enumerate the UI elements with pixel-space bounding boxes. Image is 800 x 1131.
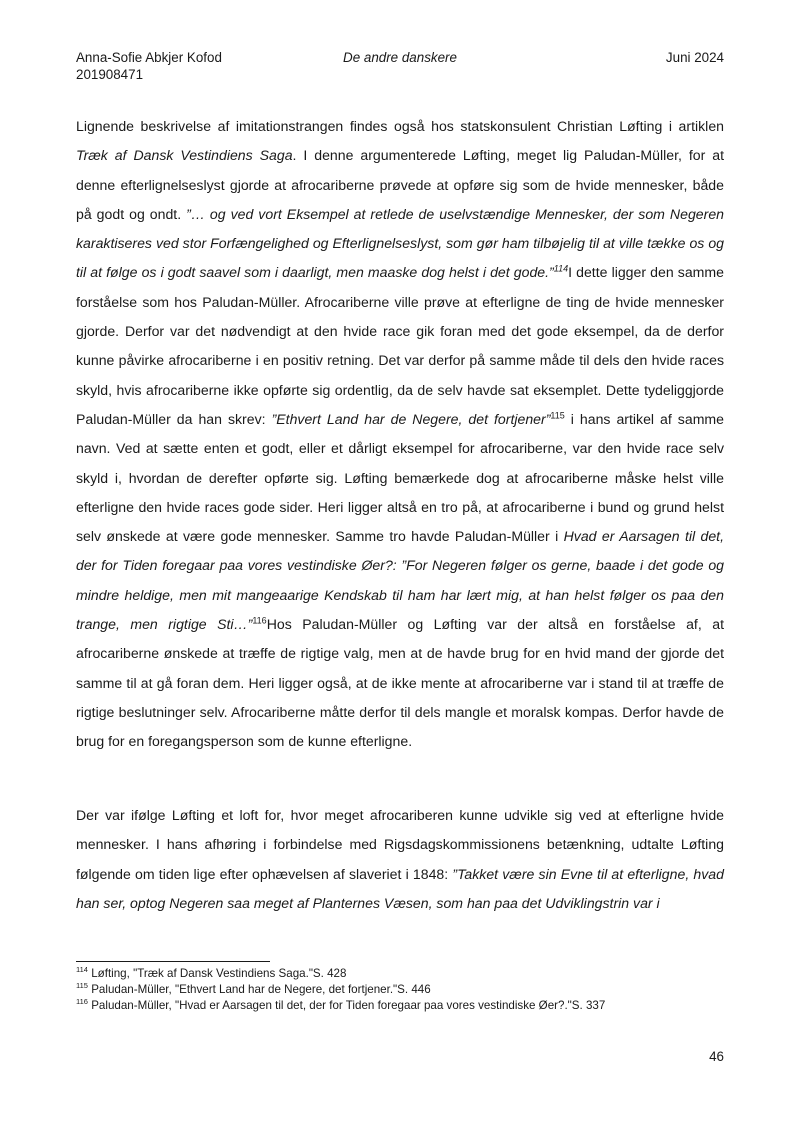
body-paragraph-2 [76, 801, 724, 918]
page-number: 46 [709, 1049, 724, 1064]
footnote-number: 114 [76, 965, 88, 975]
text-run: I dette ligger den samme forståelse som hos Paludan-Müller. Afrocariberne ville prøve at efterligne de ting de hvide mennesker gjorde. Derfor var det nødvendigt at den hvide race gik foran med det gode eksempel, da de derfor kunne påvirke afrocariberne i en positiv retning. Det var derfor på samme måde til dels den hvide races skyld, hvis afrocariberne ikke opførte sig ordentlig, da de selv havde sat eksemplet. Dette tydeliggjorde Paludan-Müller da han skrev: [76, 264, 724, 427]
text-run: . I denne argumenterede Løfting, meget lig Paludan-Müller, for at denne efterlignelseslyst gjorde at afrocariberne prøvede at opføre sig som de hvide mennesker, både på godt og ondt. [76, 147, 724, 222]
footnote-text: Paludan-Müller, "Hvad er Aarsagen til det, der for Tiden foregaar paa vores vestindiske Øer?."S. 337 [87, 999, 606, 1012]
footnote-text: Paludan-Müller, "Ethvert Land har de Negere, det fortjener."S. 446 [87, 983, 431, 996]
body-paragraph-1 [76, 112, 724, 757]
footnote-separator [76, 961, 270, 962]
footnote-115 [76, 982, 724, 998]
footnote-text: Løfting, "Træk af Dansk Vestindiens Saga."S. 428 [87, 967, 347, 980]
header-date: Juni 2024 [665, 50, 724, 65]
author-name: Anna-Sofie Abkjer Kofod [76, 50, 222, 65]
italic-text: ”Ethvert Land har de Negere, det fortjener” [271, 410, 551, 427]
footnote-116 [76, 998, 724, 1014]
italic-text: ”Takket være sin Evne til at efterligne, hvad han ser, optog Negeren saa meget af Planternes Væsen, som han paa det Udviklingstrin var i [76, 865, 724, 911]
footnote-number: 116 [76, 997, 88, 1007]
text-run: Hos Paludan-Müller og Løfting var der altså en forståelse af, at afrocariberne ønskede at træffe de rigtige valg, men at de havde brug for en hvid mand der gjorde det samme til at gå foran dem. Heri ligger også, at de ikke mente at afrocariberne var i stand til at træffe de rigtige beslutninger selv. Afrocariberne måtte derfor til dels mangle et moralsk kompas. Derfor havde de brug for en foregangsperson som de kunne efterligne. [76, 616, 724, 750]
text-run: Der var ifølge Løfting et loft for, hvor meget afrocariberen kunne udvikle sig ved at efterligne hvide mennesker. I hans afhøring i forbindelse med Rigsdagskommissionens betænkning, udtalte Løfting følgende om tiden lige efter ophævelsen af slaveriet i 1848: [76, 807, 724, 882]
text-run: i hans artikel af samme navn. Ved at sætte enten et godt, eller et dårligt eksempel for afrocariberne, var den hvide race selv skyld i, hvordan de derefter opførte sig. Løfting bemærkede dog at afrocariberne måske helst ville efterligne den hvide races gode sider. Heri ligger altså en tro på, at afrocariberne i bund og grund helst selv ønskede at være gode mennesker. Samme tro havde Paludan-Müller i [76, 410, 725, 545]
footnotes [76, 966, 724, 1014]
student-id: 201908471 [76, 67, 144, 82]
footnote-ref: 115 [550, 410, 565, 421]
italic-text: Hvad er Aarsagen til det, der for Tiden foregaar paa vores vestindiske Øer?: ”For Negeren følger os gerne, baade i det gode og mindre heldige, men mit mangeaarige Kendskab til ham har lært mig, at han helst følger os paa den trange, men rigtige Sti…” [76, 528, 725, 633]
text-run: Lignende beskrivelse af imitationstrangen findes også hos statskonsulent Christian Løfting i artiklen [76, 118, 724, 134]
document-title: De andre danskere [343, 50, 457, 65]
italic-text: Træk af Dansk Vestindiens Saga [76, 147, 293, 164]
footnote-ref: 114 [553, 263, 569, 274]
footnote-number: 115 [76, 981, 88, 991]
italic-text: ”… og ved vort Eksempel at retlede de uselvstændige Mennesker, der som Negeren karaktiseres ved stor Forfængelighed og Efterlignelseslyst, som gør ham tilbøjelig til at ville tække os og til at følge os i godt saavel som i daarligt, men maaske dog helst i det gode.” [76, 205, 724, 281]
footnote-114 [76, 966, 724, 982]
footnote-ref: 116 [252, 615, 267, 626]
